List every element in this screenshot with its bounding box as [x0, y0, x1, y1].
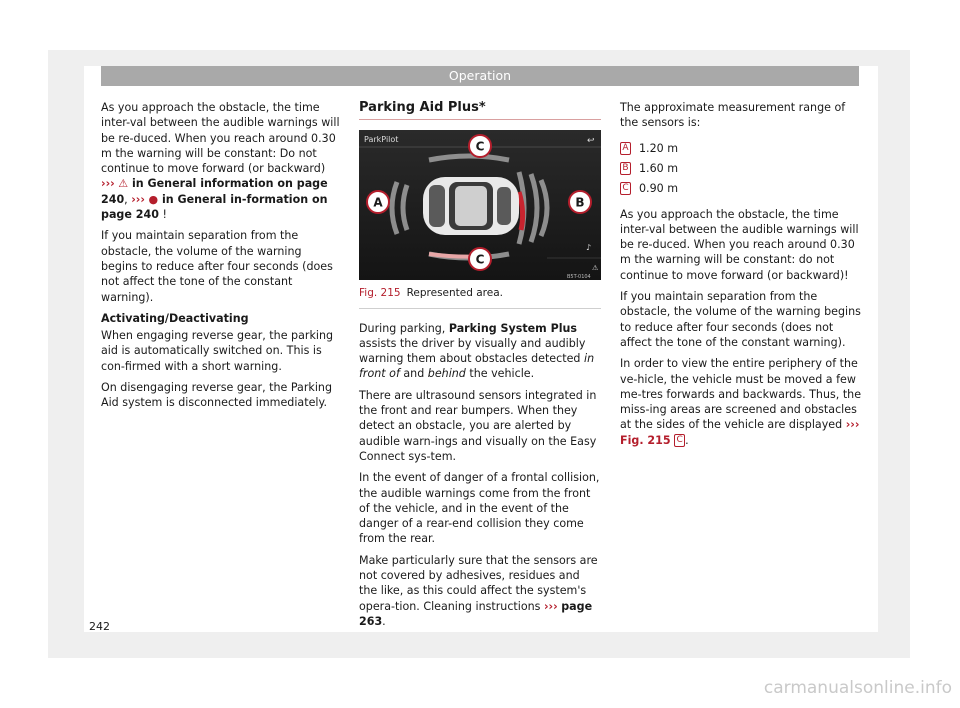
paragraph-text: As you approach the obstacle, the time inter-val between the audible warnings will be re-duced. When you reach around 0.30 m the warning will be constant: Do not continue to move forward (or backward): [101, 101, 340, 176]
paragraph: If you maintain separation from the obstacle, the volume of the warning begins to reduce after four seconds (does not affect the tone of the constant warning).: [620, 290, 861, 349]
arrows-icon: ›››: [131, 192, 145, 206]
arrows-icon: ›››: [543, 599, 558, 613]
label-c-top: C: [475, 139, 485, 154]
cross-reference[interactable]: in General information on page 240: [101, 177, 328, 206]
label-a: A: [373, 195, 383, 210]
paragraph: The approximate measurement range of the sensors is:: [620, 101, 846, 130]
list-item: [620, 179, 862, 199]
subheading-text: Activating/Deactivating: [101, 311, 249, 325]
paragraph: If you maintain separation from the obstacle, the volume of the warning begins to reduce after four seconds (does not affect the tone of the constant warning).: [101, 229, 333, 304]
parkpilot-figure: [359, 130, 601, 280]
range-value: 1.60 m: [639, 161, 679, 175]
column-2: [359, 100, 601, 635]
section-title: Parking Aid Plus*: [359, 100, 601, 120]
back-icon: ↩: [587, 136, 595, 147]
section-header: Operation: [101, 66, 859, 86]
text: .: [382, 614, 386, 628]
column-3: [620, 100, 862, 454]
paragraph: In the event of danger of a frontal collision, the audible warnings come from the front of the vehicle, and in the event of the danger of a rear-end collision they come from the rear.: [359, 471, 600, 546]
volume-icon: ♪: [586, 243, 592, 253]
cross-reference[interactable]: page 263: [359, 599, 593, 628]
text-bold: Parking System Plus: [448, 321, 578, 335]
list-item: [620, 139, 862, 159]
label-badge: C: [620, 182, 631, 195]
range-list: [620, 139, 862, 199]
paragraph: [620, 356, 862, 448]
paragraph: There are ultrasound sensors integrated in the front and rear bumpers. When they detect an obstacle, you are alerted by audible warn-ings and visually on the Easy Connect sys-tem.: [359, 388, 597, 463]
text: During parking,: [359, 321, 449, 335]
text: and: [399, 367, 428, 381]
paragraph-text: !: [158, 208, 167, 222]
label-badge: B: [620, 162, 631, 175]
text: Make particularly sure that the sensors are not covered by adhesives, residues and the like, as this could affect the system's opera-tion. Cleaning instructions: [359, 553, 598, 613]
label-badge: C: [674, 434, 685, 447]
cross-reference[interactable]: in General in-formation on page 240: [101, 192, 328, 222]
text-italic: behind: [427, 367, 466, 381]
range-value: 0.90 m: [639, 181, 679, 195]
figure-caption: [359, 280, 601, 308]
paragraph: [359, 321, 601, 382]
caption-text: Represented area.: [406, 287, 503, 300]
page-number: 242: [89, 620, 110, 633]
figure-reference[interactable]: Fig. 215: [620, 433, 671, 447]
arrows-icon: ›››: [101, 177, 115, 191]
arrows-icon: ›››: [845, 418, 860, 432]
warning-icon: ⚠: [592, 264, 599, 273]
text-italic: in front of: [359, 352, 595, 381]
paragraph: On disengaging reverse gear, the Parking Aid system is disconnected immediately.: [101, 381, 332, 410]
figure-label: Fig. 215: [359, 287, 401, 300]
paragraph: [359, 553, 601, 629]
label-b: B: [575, 195, 585, 210]
text: assists the driver by visually and audibly warning them about obstacles detected: [359, 336, 586, 366]
label-badge: A: [620, 142, 631, 155]
paragraph: When engaging reverse gear, the parking aid is automatically switched on. This is con-firmed with a short warning.: [101, 329, 334, 373]
text: the vehicle.: [465, 367, 535, 381]
column-1: [101, 100, 341, 417]
subheading: [101, 311, 341, 326]
paragraph: As you approach the obstacle, the time inter-val between the audible warnings will be re-duced. When you reach around 0.30 m the warning will be constant: Do not continue to move forward (or backward) ››› ⚠ in General information on page 240, ››› ● in General in-formation on page 240 !: [101, 101, 340, 222]
text: .: [685, 433, 689, 447]
text: In order to view the entire periphery of the ve-hicle, the vehicle must be moved a few me-tres forwards and backwards. Thus, the miss-ing areas are screened and obstacles at the sides of the vehicle are displayed: [620, 357, 862, 432]
range-value: 1.20 m: [639, 141, 679, 155]
caution-icon: ●: [148, 192, 159, 206]
car-illustration: [423, 177, 519, 235]
list-item: [620, 159, 862, 179]
label-c-bottom: C: [475, 252, 485, 267]
screen-title: ParkPilot: [364, 135, 399, 145]
paragraph: As you approach the obstacle, the time inter-val between the audible warnings will be re-duced. When you reach around 0.30 m the warning will be constant: do not continue to move forward (or backward)!: [620, 207, 859, 282]
figure-code: B5T-0104: [567, 274, 591, 281]
watermark: carmanualsonline.info: [763, 678, 952, 698]
parkpilot-illustration: [359, 130, 601, 280]
warning-icon: ⚠: [118, 177, 129, 191]
